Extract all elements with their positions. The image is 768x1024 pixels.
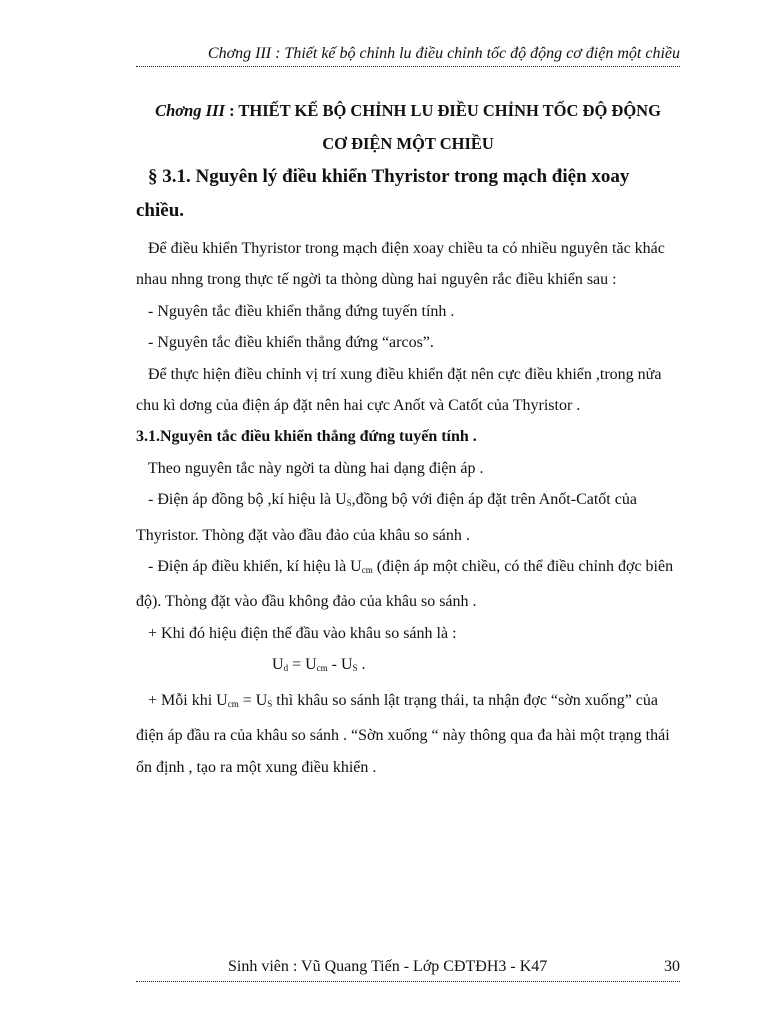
- list-item-linear-principle: - Nguyên tắc điều khiển thẳng đứng tuyến tính .: [148, 302, 455, 320]
- subscript: d: [283, 663, 289, 674]
- footer-student-info: Sinh viên : Vũ Quang Tiến - Lớp CĐTĐH3 - K47: [228, 958, 548, 975]
- running-header-title: Chơng III : Thiết kế bộ chỉnh lu điều chỉnh tốc độ động cơ điện một chiều: [207, 45, 680, 62]
- paragraph-3: Theo nguyên tắc này ngời ta dùng hai dạng điện áp .: [148, 459, 484, 477]
- subscript: S: [267, 698, 273, 709]
- running-header: [136, 44, 680, 67]
- subscript: cm: [227, 698, 239, 709]
- chapter-separator: :: [224, 101, 239, 120]
- text-run: (điện áp một chiều, có thể điều chỉnh đợc biên độ). Thòng đặt vào đầu không đảo của khâu so sánh .: [136, 558, 674, 611]
- text-run: thì khâu so sánh lật trạng thái, ta nhận đợc “sờn xuống” của điện áp đầu ra của khâu so sánh . “Sờn xuống “ này thông qua đa hài một trạng thái ổn định , tạo ra một xung điều khiển .: [136, 691, 670, 776]
- page-footer: [136, 956, 680, 982]
- body-text: [136, 233, 684, 783]
- paragraph-2: Để thực hiện điều chỉnh vị trí xung điều khiển đặt nên cực điều khiển ,trong nửa chu kì dơng của điện áp đặt nên hai cực Anốt và Catốt của Thyristor .: [136, 365, 662, 415]
- formula-term: U: [272, 656, 284, 674]
- section-heading: § 3.1. Nguyên lý điều khiển Thyristor trong mạch điện xoay chiều.: [136, 166, 630, 221]
- subsection-heading: 3.1.Nguyên tắc điều khiển thẳng đứng tuyến tính .: [136, 428, 477, 446]
- formula-term: .: [357, 656, 366, 674]
- formula-term: = U: [288, 656, 317, 674]
- chapter-title-line-1: [136, 94, 680, 127]
- chapter-title-line-2: CƠ ĐIỆN MỘT CHIỀU: [322, 134, 494, 153]
- text-run: - Điện áp đồng bộ ,kí hiệu là U: [148, 491, 347, 509]
- subscript: S: [346, 498, 352, 509]
- paragraph-sync-voltage: [136, 484, 684, 551]
- chapter-label: Chơng III: [155, 101, 225, 120]
- chapter-title-text-1: THIẾT KẾ BỘ CHỈNH LU ĐIỀU CHỈNH TỐC ĐỘ ĐỘNG: [238, 101, 661, 120]
- text-run: - Điện áp điều khiển, kí hiệu là U: [148, 558, 362, 576]
- list-item-arcos-principle: - Nguyên tắc điều khiển thẳng đứng “arcos”.: [148, 334, 434, 352]
- paragraph-4: + Khi đó hiệu điện thế đầu vào khâu so sánh là :: [148, 624, 457, 642]
- formula-term: - U: [327, 656, 353, 674]
- subscript: cm: [316, 663, 328, 674]
- paragraph-control-voltage: [136, 551, 684, 618]
- page-number: 30: [664, 958, 680, 975]
- text-run: ,đồng bộ với điện áp đặt trên Anốt-Catốt của Thyristor. Thòng đặt vào đầu đảo của khâu so sánh .: [136, 491, 637, 544]
- text-run: = U: [238, 691, 268, 709]
- paragraph-1: Để điều khiển Thyristor trong mạch điện xoay chiều ta có nhiều nguyên tăc khác nhau nhng trong thực tế ngời ta thòng dùng hai nguyên rắc điều khiển sau :: [136, 240, 665, 289]
- subscript: cm: [361, 565, 373, 576]
- paragraph-5: [136, 685, 684, 783]
- text-run: + Mỗi khi U: [148, 691, 228, 709]
- formula: [136, 649, 684, 684]
- subscript: S: [352, 663, 358, 674]
- chapter-title: [136, 94, 680, 160]
